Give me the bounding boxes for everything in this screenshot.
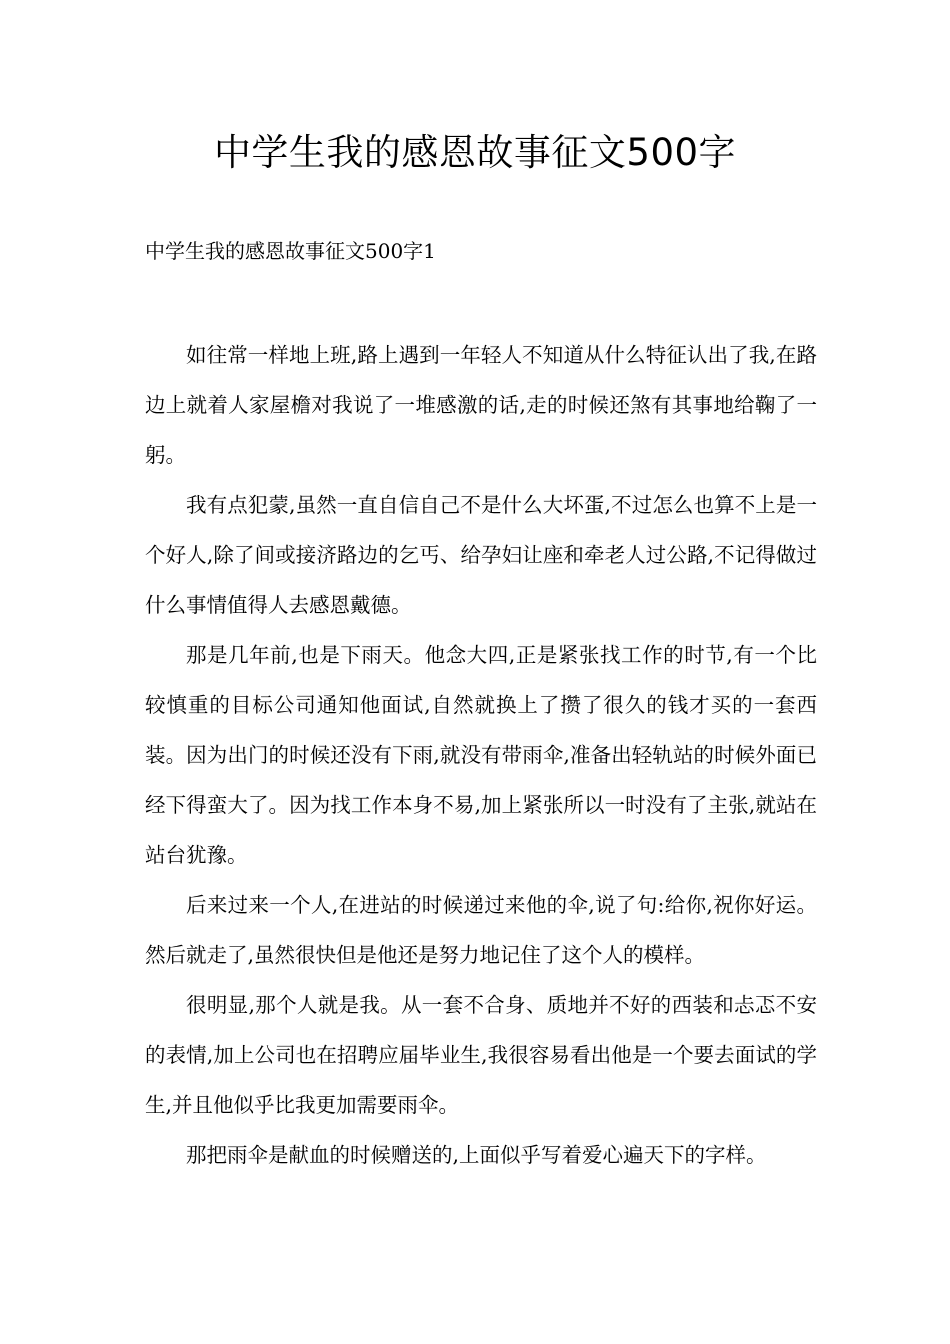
- body-text: [145, 330, 817, 1180]
- section-heading: 中学生我的感恩故事征文500字1: [145, 239, 436, 263]
- paragraph: 如往常一样地上班,路上遇到一年轻人不知道从什么特征认出了我,在路边上就着人家屋檐对我说了一堆感激的话,走的时候还煞有其事地给鞠了一躬。: [145, 343, 817, 467]
- paragraph: 很明显,那个人就是我。从一套不合身、质地并不好的西装和忐忑不安的表情,加上公司也在招聘应届毕业生,我很容易看出他是一个要去面试的学生,并且他似乎比我更加需要雨伞。: [145, 993, 817, 1117]
- paragraph: 那把雨伞是献血的时候赠送的,上面似乎写着爱心遍天下的字样。: [186, 1143, 767, 1167]
- document-title: 中学生我的感恩故事征文500字: [213, 131, 737, 174]
- paragraph: 后来过来一个人,在进站的时候递过来他的伞,说了句:给你,祝你好运。然后就走了,虽然很快但是他还是努力地记住了这个人的模样。: [145, 893, 817, 967]
- paragraph: 那是几年前,也是下雨天。他念大四,正是紧张找工作的时节,有一个比较慎重的目标公司通知他面试,自然就换上了攒了很久的钱才买的一套西装。因为出门的时候还没有下雨,就没有带雨伞,准备出轻轨站的时候外面已经下得蛮大了。因为找工作本身不易,加上紧张所以一时没有了主张,就站在站台犹豫。: [145, 643, 817, 867]
- paragraph: 我有点犯蒙,虽然一直自信自己不是什么大坏蛋,不过怎么也算不上是一个好人,除了间或接济路边的乞丐、给孕妇让座和牵老人过公路,不记得做过什么事情值得人去感恩戴德。: [145, 493, 817, 617]
